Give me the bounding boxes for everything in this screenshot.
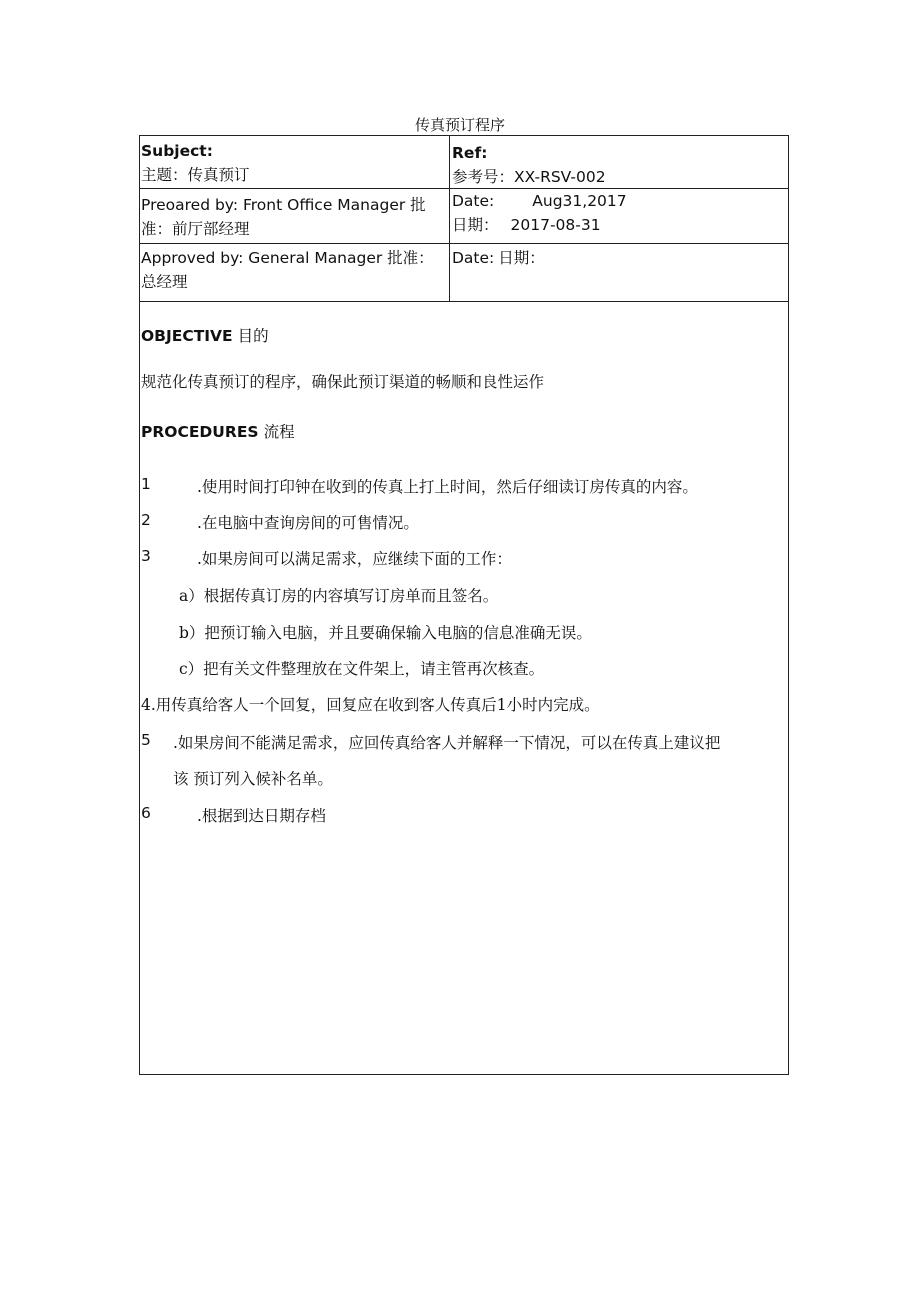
date-value: Aug31,2017 [532,192,627,210]
date-label: Date: [452,192,495,210]
step-3-number: 3 [141,547,151,565]
date2-cn: 日期： [498,249,545,267]
objective-heading-cn: 目的 [237,327,269,345]
ref-value-cn: 参考号： [452,168,515,186]
step-3-sub-c: c）把有关文件整理放在文件架上，请主管再次核查。 [179,660,545,678]
step-5-number: 5 [141,731,151,749]
objective-text: 规范化传真预订的程序，确保此预订渠道的畅顺和良性运作 [141,373,545,391]
step-3-sub-a: a）根据传真订房的内容填写订房单而且签名。 [179,587,499,605]
approved-line-1: Approved by: General Manager 批准： [141,249,434,267]
document-title: 传真预订程序 [414,116,505,134]
approved-line-2: 总经理 [141,273,188,291]
step-6-text: .根据到达日期存档 [197,807,326,825]
ref-cell [452,141,782,189]
step-3-sub-b: b）把预订输入电脑，并且要确保输入电脑的信息准确无误。 [179,624,592,642]
subject-cell [141,139,446,187]
prepared-line-1: Preoared by: Front Office Manager 批 [141,196,426,214]
date-cn-label: 日期： [452,216,499,234]
subject-label: Subject: [141,142,213,160]
date2-label: Date: [452,249,495,267]
step-4-text: 4.用传真给客人一个回复，回复应在收到客人传真后1小时内完成。 [141,696,600,714]
header-row-divider-2 [140,243,788,244]
date2-cell [452,246,782,270]
step-2-text: .在电脑中查询房间的可售情况。 [197,514,419,532]
step-1-number: 1 [141,475,151,493]
procedures-heading-en: PROCEDURES [141,423,259,441]
procedures-heading [141,420,295,442]
step-3-text: .如果房间可以满足需求，应继续下面的工作： [197,550,512,568]
date-cell [452,189,782,237]
step-1-text: .使用时间打印钟在收到的传真上打上时间，然后仔细读订房传真的内容。 [197,478,698,496]
step-6-number: 6 [141,804,151,822]
date-cn-value: 2017-08-31 [510,216,601,234]
prepared-cell [141,193,446,241]
subject-value: 主题：传真预订 [141,166,250,184]
step-5-continuation: 该 预订列入候补名单。 [173,770,333,788]
step-2-number: 2 [141,511,151,529]
step-5-text: .如果房间不能满足需求，应回传真给客人并解释一下情况，可以在传真上建议把 [173,734,721,752]
ref-value: XX-RSV-002 [514,168,606,186]
procedures-heading-cn: 流程 [263,423,295,441]
prepared-line-2: 准：前厅部经理 [141,220,250,238]
objective-heading-en: OBJECTIVE [141,327,233,345]
document-frame [139,135,789,1075]
approved-cell [141,246,446,294]
ref-label: Ref: [452,144,488,162]
header-row-divider-3 [140,301,788,302]
objective-heading [141,324,269,346]
header-column-divider [449,136,450,301]
